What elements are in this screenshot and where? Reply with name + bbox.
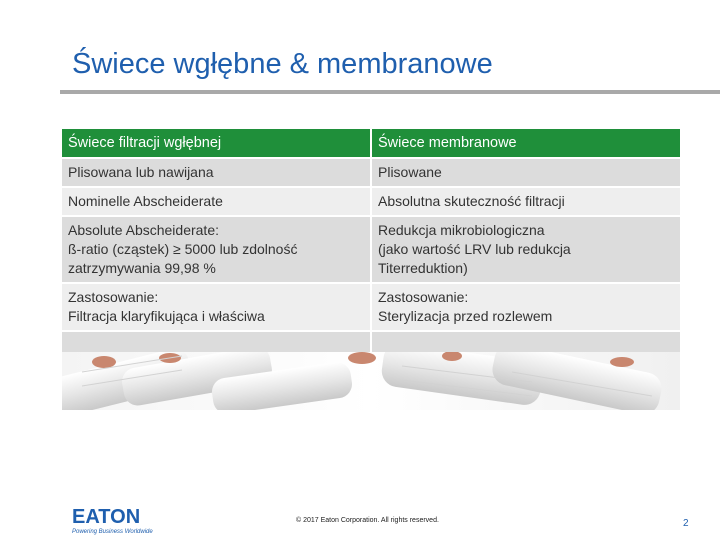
table-cell: Absolute Abscheiderate: ß-ratio (cząstek) ≥ 5000 lub zdolność zatrzymywania 99,98 %	[61, 216, 371, 283]
copyright-notice: © 2017 Eaton Corporation. All rights reserved.	[296, 517, 439, 524]
slide-title: Świece wgłębne & membranowe	[72, 48, 493, 80]
header-membrane-filters: Świece membranowe	[371, 128, 681, 158]
table-row	[61, 158, 681, 187]
table-cell: Nominelle Abscheiderate	[61, 187, 371, 216]
table-cell: Absolutna skuteczność filtracji	[371, 187, 681, 216]
logo-tagline: Powering Business Worldwide	[72, 529, 153, 535]
table-row	[61, 216, 681, 283]
table-cell: Zastosowanie: Sterylizacja przed rozlewem	[371, 283, 681, 331]
table-row	[61, 187, 681, 216]
page-number: 2	[683, 518, 689, 529]
table-row	[61, 283, 681, 331]
logo-wordmark: EATON	[72, 506, 141, 528]
table-cell: Plisowana lub nawijana	[61, 158, 371, 187]
table-cell: Redukcja mikrobiologiczna (jako wartość LRV lub redukcja Titerreduktion)	[371, 216, 681, 283]
table-cell: Zastosowanie: Filtracja klaryfikująca i właściwa	[61, 283, 371, 331]
table-cell: Plisowane	[371, 158, 681, 187]
filter-cartridges-photo	[62, 352, 680, 410]
header-depth-filters: Świece filtracji wgłębnej	[61, 128, 371, 158]
title-divider	[60, 90, 720, 94]
eaton-logo	[72, 507, 153, 535]
table-header-row	[61, 128, 681, 158]
comparison-table	[60, 127, 682, 359]
